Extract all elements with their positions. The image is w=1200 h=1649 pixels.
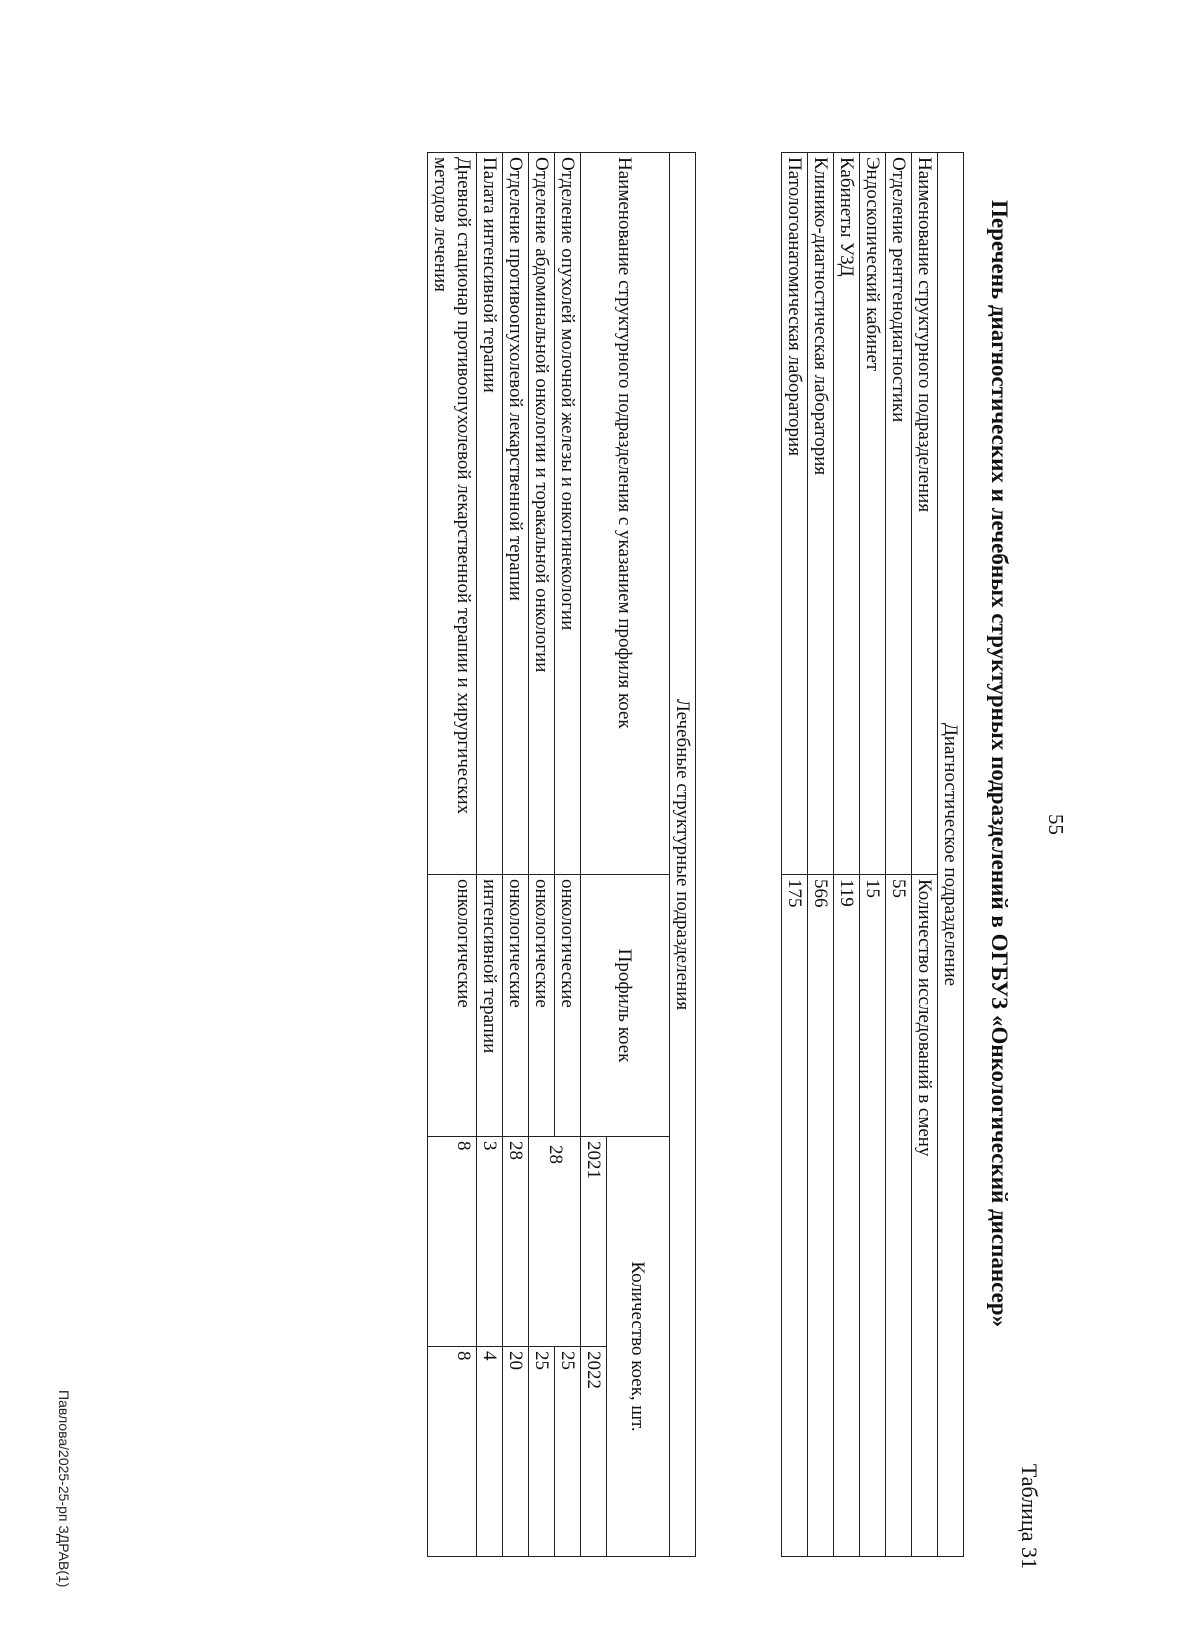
table-row <box>428 153 477 1557</box>
cell-2021: 8 <box>428 1137 477 1347</box>
cell-name: Отделение рентгенодиагностики <box>886 153 912 875</box>
table-row <box>529 153 555 1557</box>
diagnostic-table <box>781 152 964 1557</box>
cell-count: 55 <box>886 875 912 1557</box>
table-row <box>477 153 503 1557</box>
table-row <box>555 153 581 1557</box>
table-caption: Таблица 31 <box>1017 1463 1042 1569</box>
cell-profile: онкологические <box>529 875 555 1137</box>
cell-name: Отделение абдоминальной онкологии и торакальной онкологии <box>529 153 555 875</box>
cell-2021: 28 <box>503 1137 529 1347</box>
col-header-year-2022: 2022 <box>581 1347 607 1557</box>
cell-profile: онкологические <box>555 875 581 1137</box>
col-header-profile: Профиль коек <box>581 875 670 1137</box>
cell-name: Патологоанатомическая лаборатория <box>782 153 808 875</box>
cell-count: 15 <box>860 875 886 1557</box>
treatment-section-row <box>670 153 696 1557</box>
cell-name: Отделение опухолей молочной железы и онкогинекологии <box>555 153 581 875</box>
table-row <box>834 153 860 1557</box>
cell-2022: 8 <box>428 1347 477 1557</box>
col-header-year-2021: 2021 <box>581 1137 607 1347</box>
cell-name: Дневной стационар противоопухолевой лекарственной терапии и хирургических методов лечения <box>428 153 477 875</box>
cell-2022: 25 <box>555 1347 581 1557</box>
cell-profile: онкологические <box>503 875 529 1137</box>
col-header-count: Количество исследований в смену <box>912 875 938 1557</box>
cell-name: Клинико-диагностическая лаборатория <box>808 153 834 875</box>
cell-2021: 3 <box>477 1137 503 1347</box>
diagnostic-section-row <box>938 153 964 1557</box>
treatment-table <box>427 152 696 1557</box>
diagnostic-header-row <box>912 153 938 1557</box>
cell-name: Эндоскопический кабинет <box>860 153 886 875</box>
cell-2022: 20 <box>503 1347 529 1557</box>
cell-profile: интенсивной терапии <box>477 875 503 1137</box>
cell-2022: 4 <box>477 1347 503 1557</box>
cell-count: 566 <box>808 875 834 1557</box>
treatment-header-row <box>607 153 670 1557</box>
cell-profile: онкологические <box>428 875 477 1137</box>
cell-count: 119 <box>834 875 860 1557</box>
treatment-section-title: Лечебные структурные подразделения <box>670 153 696 1557</box>
table-row <box>808 153 834 1557</box>
cell-count: 175 <box>782 875 808 1557</box>
col-header-name: Наименование структурного подразделения с указанием профиля коек <box>581 153 670 875</box>
diagnostic-section-title: Диагностическое подразделение <box>938 153 964 1557</box>
cell-name: Кабинеты УЗД <box>834 153 860 875</box>
table-row <box>886 153 912 1557</box>
page-number: 55 <box>1044 814 1068 835</box>
col-header-beds: Количество коек, шт. <box>607 1137 670 1557</box>
table-row <box>782 153 808 1557</box>
cell-2022: 25 <box>529 1347 555 1557</box>
table-row <box>860 153 886 1557</box>
cell-name: Палата интенсивной терапии <box>477 153 503 875</box>
footer-reference: Павлова/2025-25-рп ЗДРАВ(1) <box>56 1390 72 1588</box>
cell-2021-merged <box>529 1137 581 1347</box>
document-title: Перечень диагностических и лечебных структурных подразделений в ОГБУЗ «Онкологический диспансер» <box>987 200 1012 1328</box>
table-row <box>503 153 529 1557</box>
col-header-name: Наименование структурного подразделения <box>912 153 938 875</box>
cell-name: Отделение противоопухолевой лекарственной терапии <box>503 153 529 875</box>
cell-2021-value: 28 <box>545 1145 567 1164</box>
